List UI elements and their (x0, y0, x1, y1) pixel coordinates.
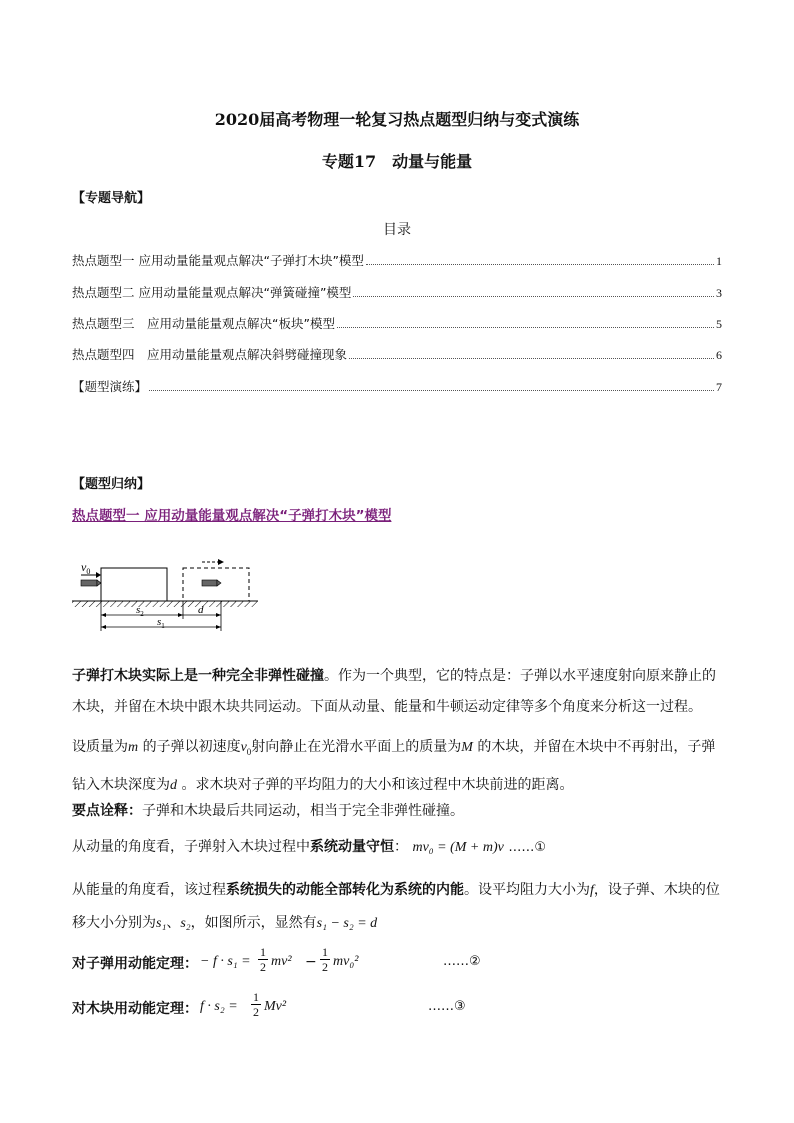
toc-leader (149, 390, 714, 391)
fraction-half: 1 2 (260, 945, 266, 974)
intro-bold: 子弹打木块实际上是一种完全非弹性碰撞 (72, 668, 324, 684)
fraction-half: 1 2 (253, 990, 259, 1019)
bullet-embedded-tip (217, 580, 221, 586)
toc-item-label: 【题型演练】 (72, 379, 148, 394)
s1-arrow-left (101, 625, 106, 629)
v0-arrowhead (96, 572, 101, 578)
toc-leader (337, 327, 714, 328)
v0-label: $v_0$ (81, 560, 91, 576)
toc-item[interactable] (72, 314, 722, 332)
toc-item-page: 5 (716, 317, 722, 331)
d-label: d (198, 604, 204, 616)
bullet-block-diagram (72, 553, 262, 635)
toc-item-page: 6 (716, 348, 722, 362)
toc-leader (349, 358, 714, 359)
toc-item[interactable] (72, 345, 722, 363)
toc-leader (353, 296, 714, 297)
section-heading: 【题型归纳】 (72, 477, 151, 492)
s2-arrow-left (101, 613, 106, 617)
s2-arrow-right (178, 613, 183, 617)
toc-item-page: 3 (716, 286, 722, 300)
s1-label: $s_1$ (157, 616, 165, 630)
s1-arrow-right (216, 625, 221, 629)
toc-item-label: 热点题型三 应用动量能量观点解决“板块”模型 (72, 316, 335, 331)
toc-item-page: 7 (716, 380, 722, 394)
toc-item[interactable] (72, 377, 722, 395)
nav-heading: 【专题导航】 (72, 191, 151, 206)
toc-item-label: 热点题型一 应用动量能量观点解决“子弹打木块”模型 (72, 253, 364, 268)
momentum-paragraph: 从动量的角度看，子弹射入木块过程中系统动量守恒： mv₀ = (M + m)v ……① (72, 839, 546, 855)
bullet-start (81, 580, 97, 586)
eq-marker-1: ……① (508, 840, 546, 855)
intro-paragraph (72, 661, 722, 723)
topic-link[interactable]: 热点题型一 应用动量能量观点解决“子弹打木块”模型 (72, 508, 392, 524)
energy-paragraph: 从能量的角度看，该过程系统损失的动能全部转化为系统的内能。设平均阻力大小为f，设子弹、木块的位移大小分别为s₁、s₂，如图所示，显然有s₁ − s₂ = d (72, 882, 720, 931)
block-energy-equation: 对木块用动能定理： f · s₂ = 1 2 Mv² ……③ (72, 990, 466, 1019)
s2-label: $s_2$ (136, 604, 144, 618)
document-subtitle: 专题17 动量与能量 (321, 152, 473, 171)
motion-arrowhead (218, 559, 224, 565)
toc-item[interactable] (72, 251, 722, 269)
ground-hatch (72, 601, 258, 607)
toc-item-page: 1 (716, 254, 722, 268)
toc-item-label: 热点题型二 应用动量能量观点解决“弹簧碰撞”模型 (72, 285, 352, 300)
intro-text: 。作为一个典型，它的特点是：子弹以水平速度射向原来静止的木块，并留在木块中跟木块共同运动。下面从动量、能量和牛顿运动定律等多个角度来分析这一过程。 (72, 668, 716, 715)
toc-item[interactable] (72, 283, 722, 301)
toc-leader (366, 264, 714, 265)
problem-paragraph: 设质量为m 的子弹以初速度$v_0$射向静止在光滑水平面上的质量为M 的木块，并留在木块中不再射出，子弹钻入木块深度为d 。求木块对子弹的平均阻力的大小和该过程中木块前进的距离。 (72, 739, 716, 793)
momentum-equation: mv₀ = (M + m)v (412, 840, 504, 855)
fraction-half: 1 2 (322, 945, 328, 974)
bullet-embedded (202, 580, 217, 586)
eq-marker-3: ……③ (428, 999, 466, 1014)
displacement-equation: s₁ − s₂ = d (316, 916, 378, 931)
eq-marker-2: ……② (443, 954, 481, 969)
key-point: 要点诠释：子弹和木块最后共同运动，相当于完全非弹性碰撞。 (72, 803, 464, 819)
bullet-energy-equation: 对子弹用动能定理： − f · s₁ = 1 2 mv² − 1 2 mv₀² ……② (72, 945, 481, 974)
block-start (101, 568, 167, 601)
bullet-tip (97, 580, 101, 586)
toc-heading: 目录 (383, 222, 411, 238)
document-title: 2020届高考物理一轮复习热点题型归纳与变式演练 (214, 110, 580, 129)
d-arrow-right (216, 613, 221, 617)
toc-item-label: 热点题型四 应用动量能量观点解决斜劈碰撞现象 (72, 347, 348, 362)
